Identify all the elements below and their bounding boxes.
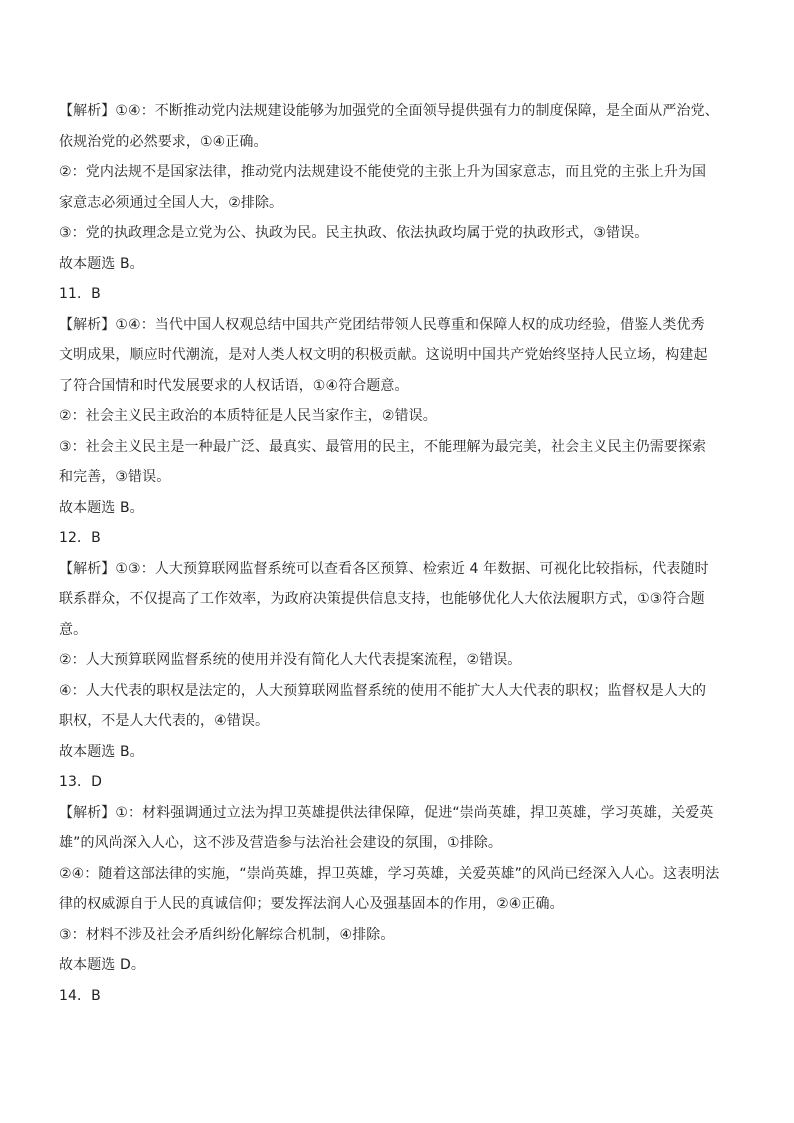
explanation-line: 【解析】①③：人大预算联网监督系统可以查看各区预算、检索近 4 年数据、可视化比较指标，代表随时 <box>59 560 709 577</box>
explanation-line: ②④：随着这部法律的实施，“崇尚英雄，捍卫英雄，学习英雄，关爱英雄”的风尚已经深入人心。这表明法 <box>59 865 720 882</box>
explanation-line: 依规治党的必然要求，①④正确。 <box>59 133 268 150</box>
question-number: 11．B <box>59 286 101 302</box>
explanation-line: ③：党的执政理念是立党为公、执政为民。民主执政、依法执政均属于党的执政形式，③错误。 <box>59 225 649 241</box>
explanation-line: ②：党内法规不是国家法律，推动党内法规建设不能使党的主张上升为国家意志，而且党的主张上升为国 <box>59 164 707 180</box>
explanation-line: ④：人大代表的职权是法定的，人大预算联网监督系统的使用不能扩大人大代表的职权；监督权是人大的 <box>59 682 707 699</box>
explanation-line: 【解析】①④：不断推动党内法规建设能够为加强党的全面领导提供强有力的制度保障，是全面从严治党、 <box>59 103 719 119</box>
explanation-line: 家意志必须通过全国人大，②排除。 <box>59 194 284 211</box>
conclusion-line: 故本题选 B。 <box>59 499 144 516</box>
explanation-line: 律的权威源自于人民的真诚信仰；要发挥法润人心及强基固本的作用，②④正确。 <box>59 896 564 912</box>
question-number: 14．B <box>59 987 101 1004</box>
explanation-line: ③：材料不涉及社会矛盾纠纷化解综合机制，④排除。 <box>59 926 395 943</box>
explanation-line: 和完善，③错误。 <box>59 469 171 485</box>
explanation-line: 职权，不是人大代表的，④错误。 <box>59 713 270 729</box>
explanation-line: ②：人大预算联网监督系统的使用并没有简化人大代表提案流程，②错误。 <box>59 652 522 668</box>
explanation-line: ③：社会主义民主是一种最广泛、最真实、最管用的民主，不能理解为最完美，社会主义民主仍需要探索 <box>59 438 707 455</box>
explanation-line: 【解析】①④：当代中国人权观总结中国共产党团结带领人民尊重和保障人权的成功经验，借鉴人类优秀 <box>59 316 705 333</box>
explanation-line: 雄”的风尚深入人心，这不涉及营造参与法治社会建设的氛围，①排除。 <box>59 835 503 851</box>
explanation-line: 联系群众，不仅提高了工作效率，为政府决策提供信息支持，也能够优化人大依法履职方式，①③符合题 <box>59 591 705 607</box>
answer-explanations <box>59 96 739 1011</box>
explanation-line: 【解析】①：材料强调通过立法为捍卫英雄提供法律保障，促进“崇尚英雄，捍卫英雄，学习英雄，关爱英 <box>59 804 714 821</box>
conclusion-line: 故本题选 B。 <box>59 743 144 760</box>
question-number: 12．B <box>59 530 101 546</box>
conclusion-line: 故本题选 D。 <box>59 957 145 973</box>
explanation-line: ②：社会主义民主政治的本质特征是人民当家作主，②错误。 <box>59 408 437 424</box>
explanation-line: 文明成果，顺应时代潮流，是对人类人权文明的积极贡献。这说明中国共产党始终坚持人民立场，构建起 <box>59 347 708 363</box>
explanation-line: 了符合国情和时代发展要求的人权话语，①④符合题意。 <box>59 377 409 394</box>
explanation-line: 意。 <box>59 621 88 638</box>
conclusion-line: 故本题选 B。 <box>59 255 144 272</box>
question-number: 13．D <box>59 774 102 790</box>
